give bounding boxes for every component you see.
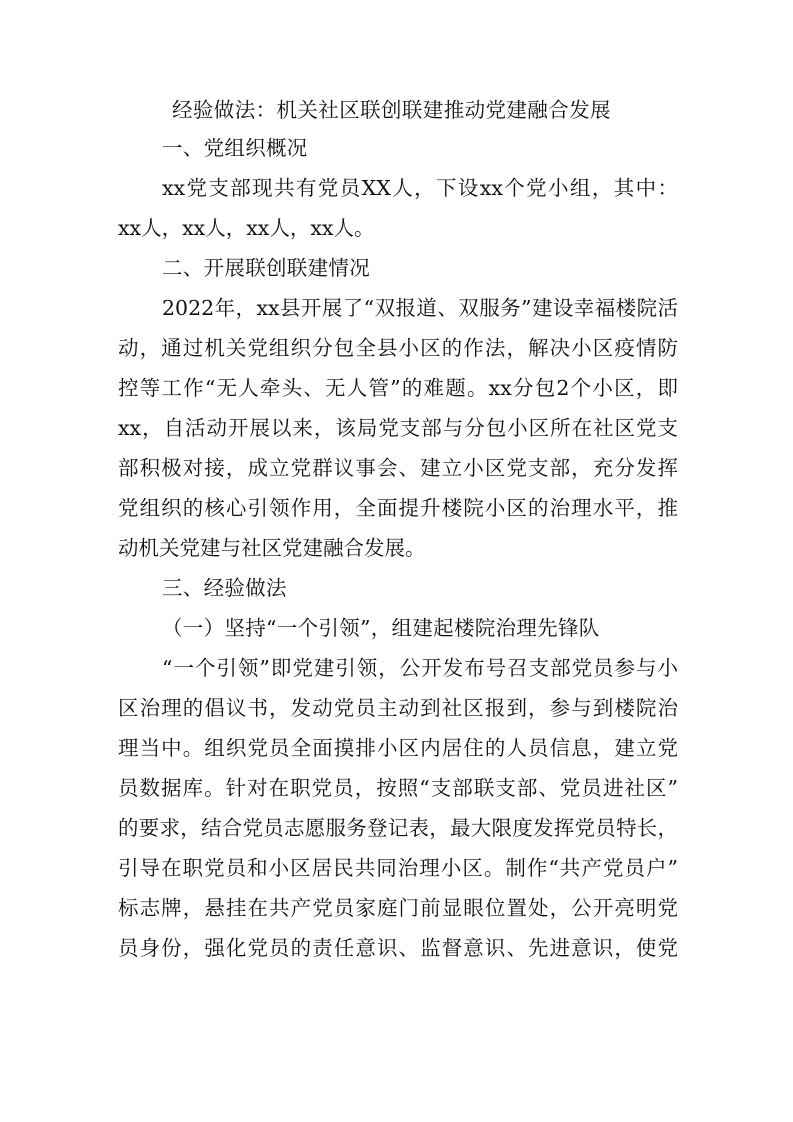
paragraph-line: 理当中。组织党员全面摸排小区内居住的人员信息，建立党 [118,736,678,760]
paragraph-line: 动机关党建与社区党建融合发展。 [118,536,426,560]
paragraph-line: 控等工作“无人牵头、无人管”的难题。xx分包2个小区，即 [118,376,678,400]
section-3-paragraph [118,648,678,968]
document-title: 经验做法：机关社区联创联建推动党建融合发展 [172,98,611,122]
subsection-heading-1: （一）坚持“一个引领”，组建起楼院治理先锋队 [162,616,600,640]
paragraph-line: 部积极对接，成立党群议事会、建立小区党支部，充分发挥 [118,456,678,480]
paragraph-line: 党组织的核心引领作用，全面提升楼院小区的治理水平，推 [118,496,678,520]
paragraph-line: 引导在职党员和小区居民共同治理小区。制作“共产党员户” [118,856,678,880]
section-2-paragraph [118,288,678,568]
section-heading-3: 三、经验做法 [162,576,287,600]
document-page [118,92,678,968]
section-heading-2: 二、开展联创联建情况 [162,256,370,280]
section-heading-1: 一、党组织概况 [162,136,308,160]
paragraph-line: xx人，xx人，xx人，xx人。 [118,216,375,240]
paragraph-line: xx党支部现共有党员XX人，下设xx个党小组，其中： [162,176,678,200]
paragraph-line: 员数据库。针对在职党员，按照“支部联支部、党员进社区” [118,776,678,800]
paragraph-line: 的要求，结合党员志愿服务登记表，最大限度发挥党员特长， [118,816,678,840]
paragraph-line: 动，通过机关党组织分包全县小区的作法，解决小区疫情防 [118,336,678,360]
paragraph-line: 员身份，强化党员的责任意识、监督意识、先进意识，使党 [118,936,678,960]
section-1-paragraph [118,168,678,248]
paragraph-line: 标志牌，悬挂在共产党员家庭门前显眼位置处，公开亮明党 [118,896,678,920]
paragraph-line: 2022年，xx县开展了“双报道、双服务”建设幸福楼院活 [162,296,678,320]
paragraph-line: 区治理的倡议书，发动党员主动到社区报到，参与到楼院治 [118,696,678,720]
paragraph-line: xx，自活动开展以来，该局党支部与分包小区所在社区党支 [118,416,678,440]
paragraph-line: “一个引领”即党建引领，公开发布号召支部党员参与小 [162,656,678,680]
